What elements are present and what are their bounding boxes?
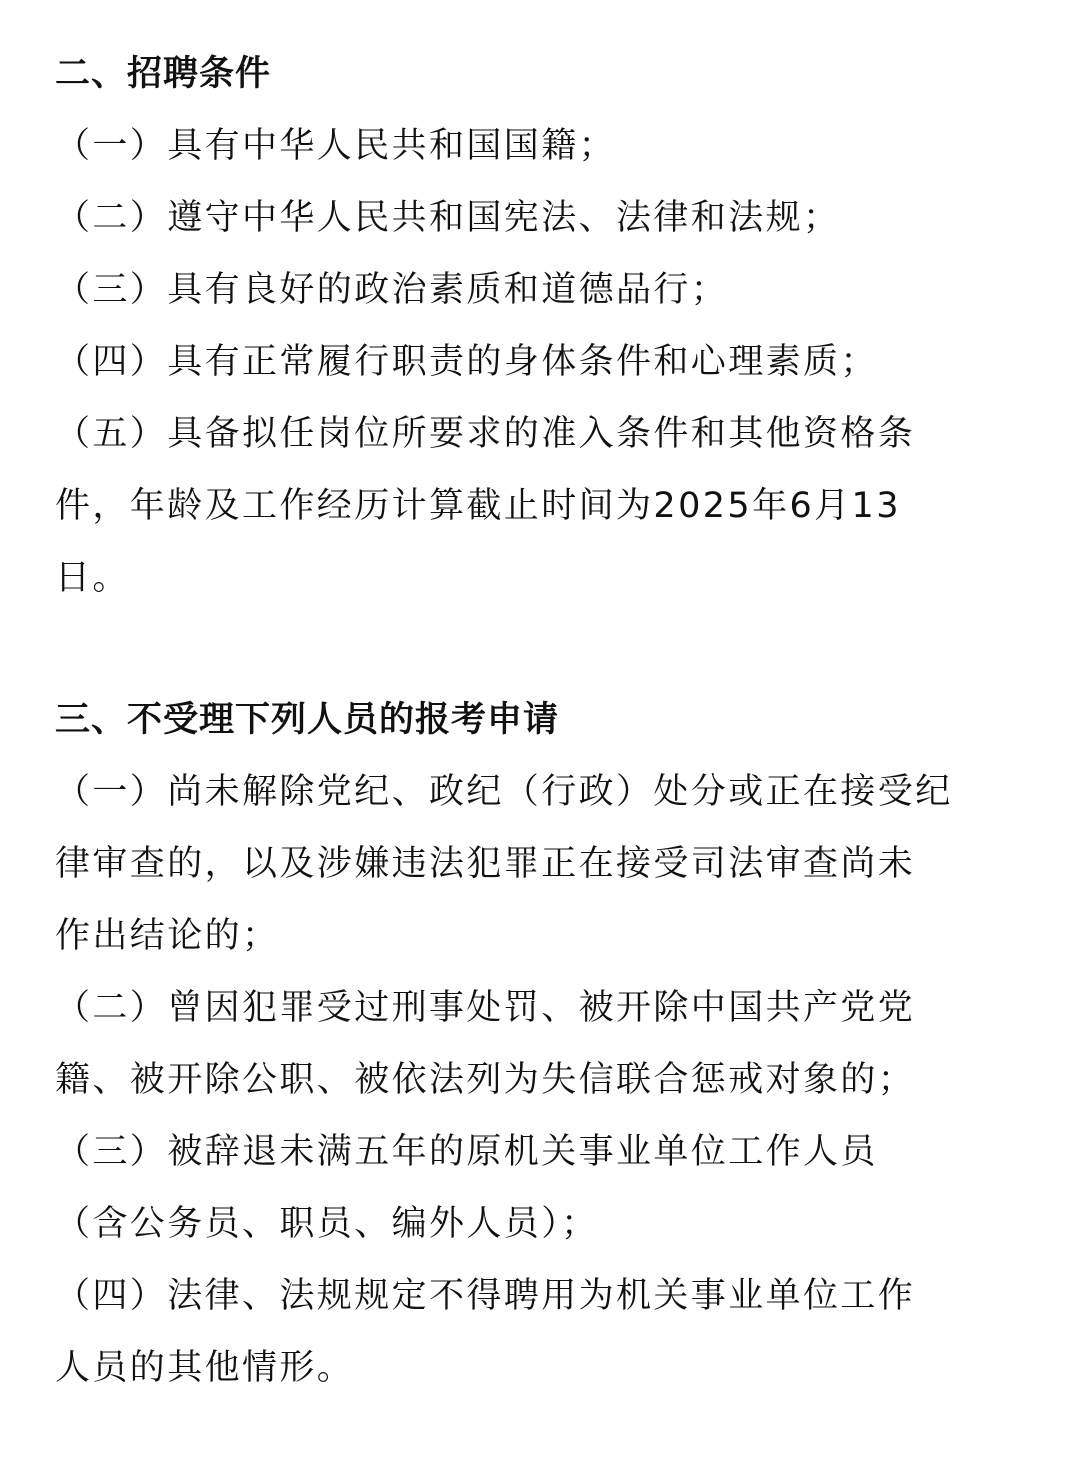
condition-item-4 <box>55 326 1030 398</box>
section-heading: 三、不受理下列人员的报考申请 <box>55 700 560 740</box>
section-ineligible-applicants <box>55 684 1030 1404</box>
item-line: （四）具有正常履行职责的身体条件和心理素质； <box>55 342 878 382</box>
condition-item-5 <box>55 398 1030 614</box>
item-line: （五）具备拟任岗位所要求的准入条件和其他资格条 <box>55 414 916 454</box>
item-line: 日。 <box>55 558 130 598</box>
ineligible-item-2 <box>55 972 1030 1116</box>
section-recruitment-conditions <box>55 38 1030 614</box>
section-heading: 二、招聘条件 <box>55 54 272 94</box>
item-line: （三）被辞退未满五年的原机关事业单位工作人员 <box>55 1132 878 1172</box>
condition-item-1 <box>55 110 1030 182</box>
ineligible-item-1 <box>55 756 1030 972</box>
item-line: （四）法律、法规规定不得聘用为机关事业单位工作 <box>55 1276 916 1316</box>
condition-item-2 <box>55 182 1030 254</box>
ineligible-item-4 <box>55 1260 1030 1404</box>
item-line: （二）曾因犯罪受过刑事处罚、被开除中国共产党党 <box>55 988 916 1028</box>
condition-item-3 <box>55 254 1030 326</box>
item-line: 籍、被开除公职、被依法列为失信联合惩戒对象的； <box>55 1060 916 1100</box>
item-line: 件，年龄及工作经历计算截止时间为2025年6月13 <box>55 486 901 526</box>
item-line: （一）具有中华人民共和国国籍； <box>55 126 617 166</box>
item-line: 作出结论的； <box>55 916 280 956</box>
item-line: （三）具有良好的政治素质和道德品行； <box>55 270 729 310</box>
ineligible-item-3 <box>55 1116 1030 1260</box>
item-line: （一）尚未解除党纪、政纪（行政）处分或正在接受纪 <box>55 772 953 812</box>
item-line: （含公务员、职员、编外人员）； <box>55 1204 599 1244</box>
item-line: 人员的其他情形。 <box>55 1348 355 1388</box>
document-body <box>55 38 1030 1404</box>
item-line: （二）遵守中华人民共和国宪法、法律和法规； <box>55 198 841 238</box>
item-line: 律审查的，以及涉嫌违法犯罪正在接受司法审查尚未 <box>55 844 916 884</box>
